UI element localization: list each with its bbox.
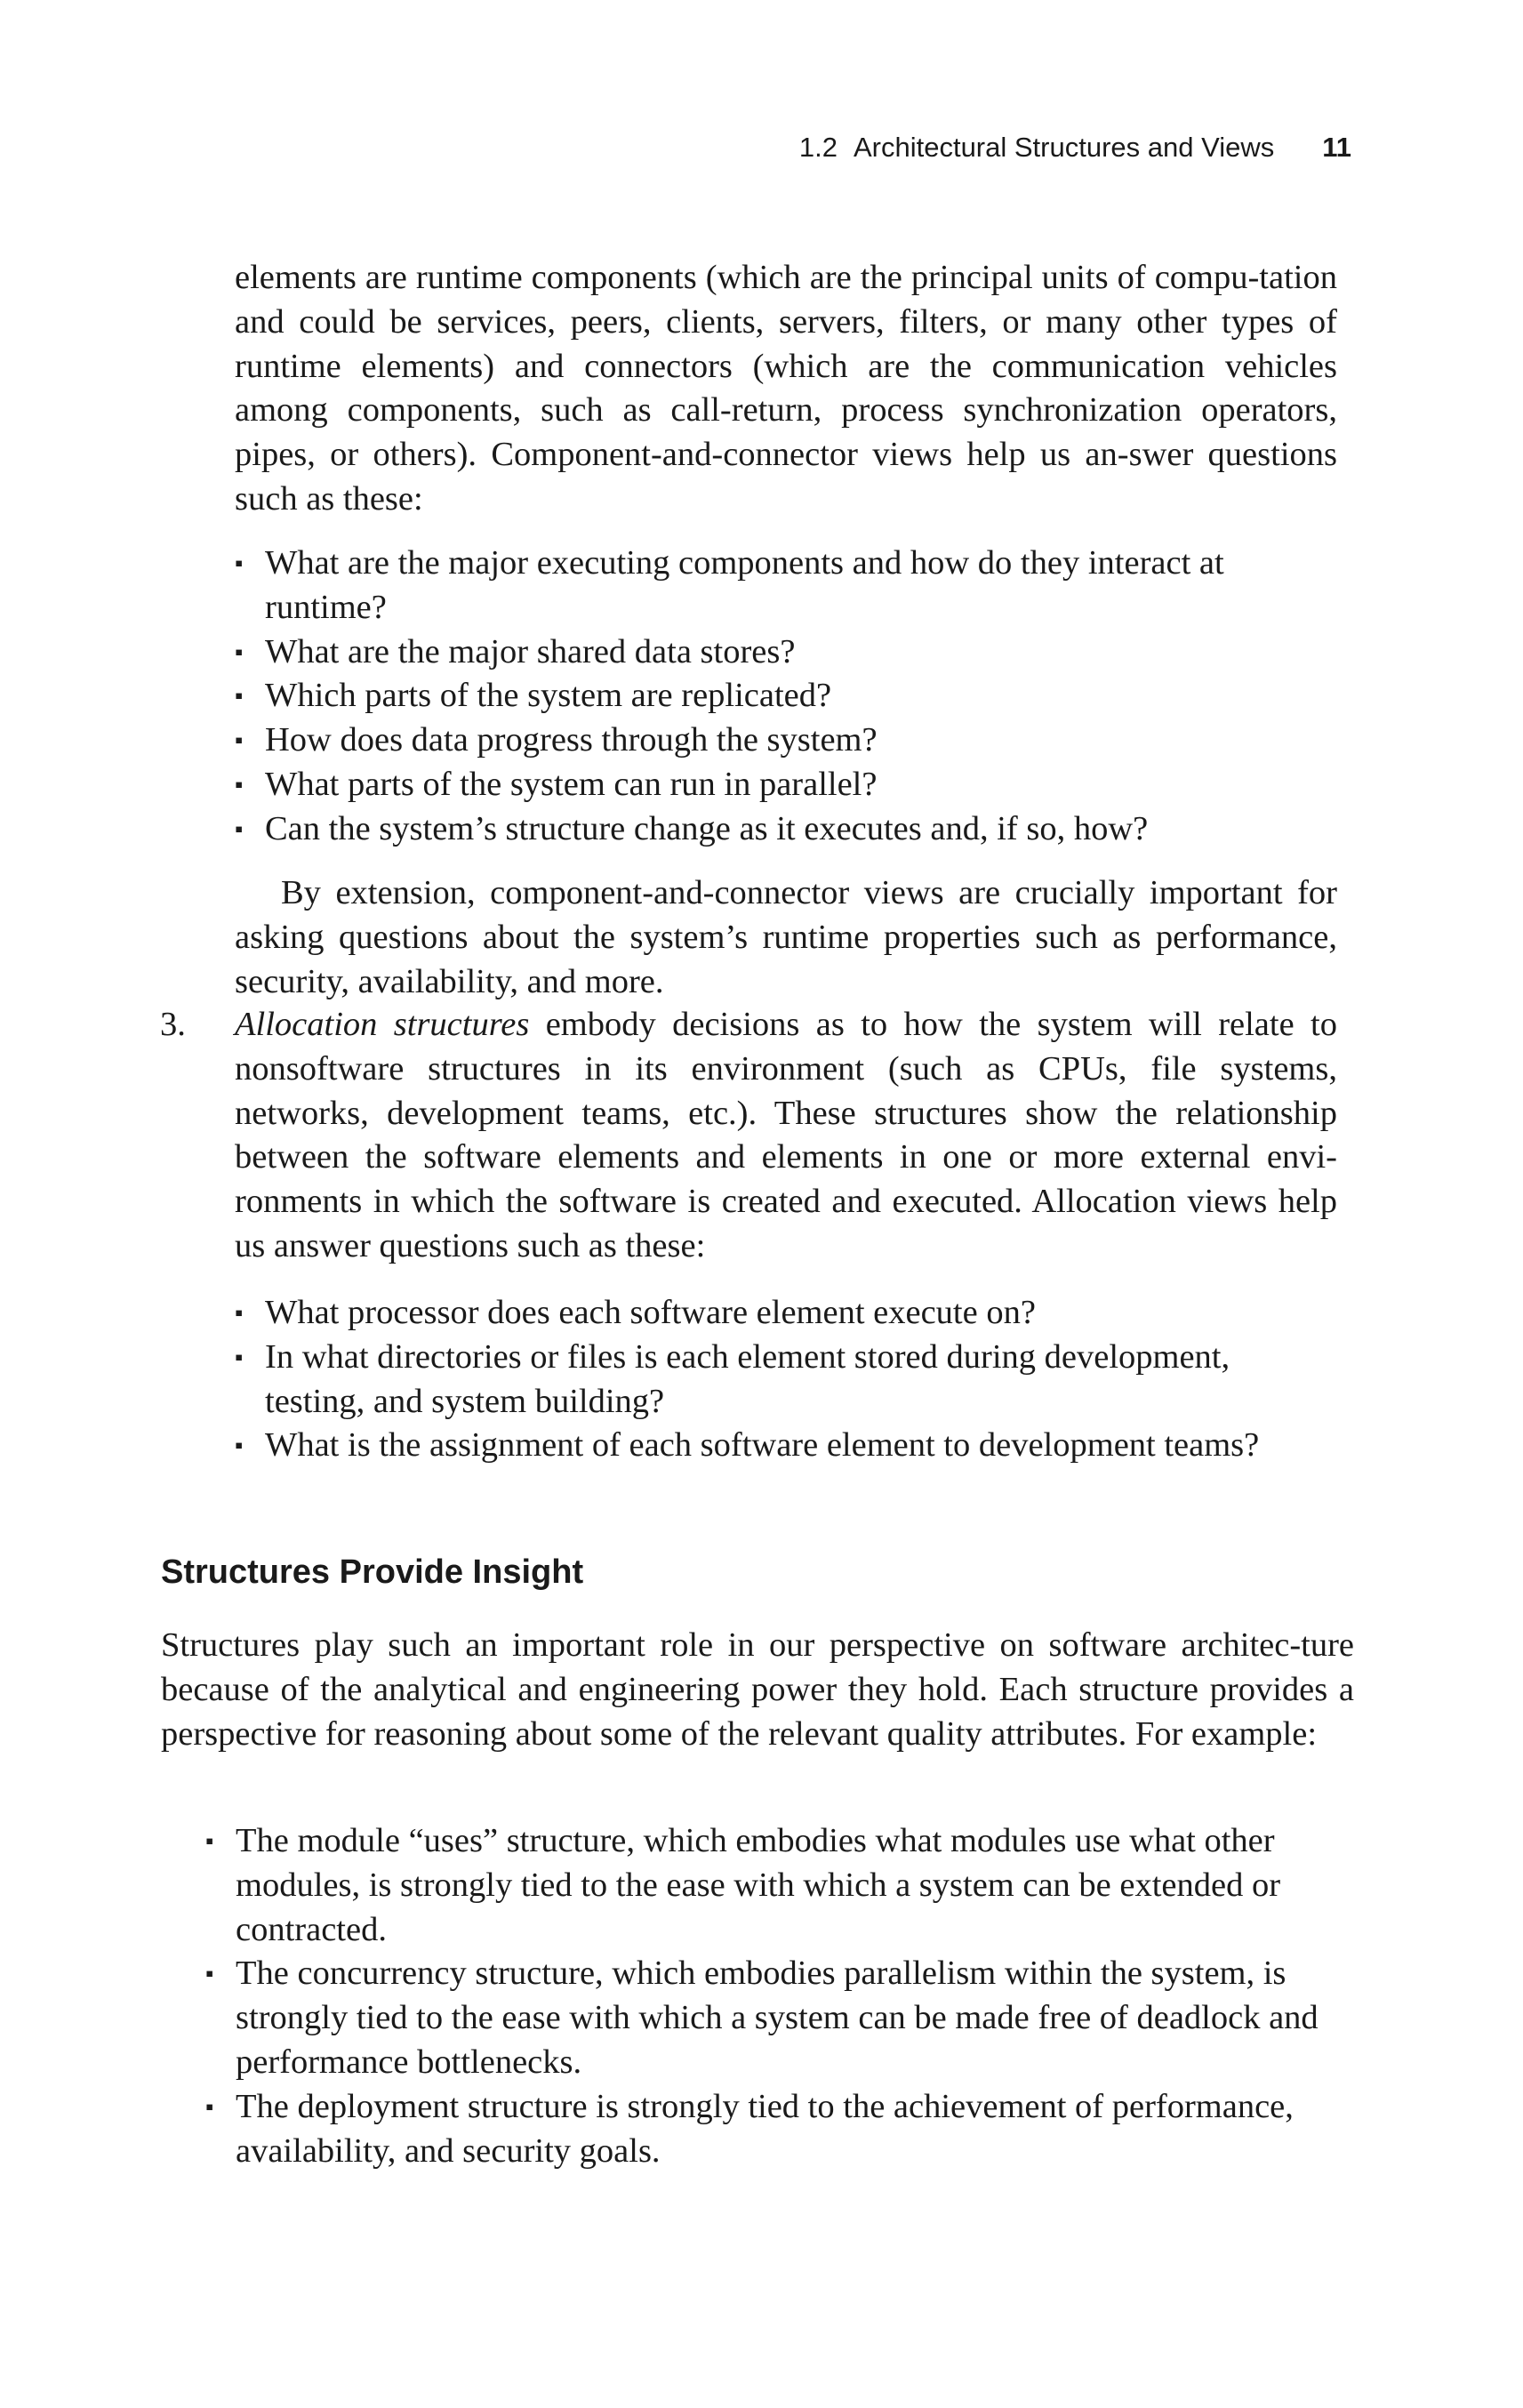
page-number: 11 (1322, 132, 1351, 163)
bullet-icon: ▪ (235, 771, 244, 798)
list-item-text: The deployment structure is strongly tied to the achievement of performance, availability, and security goals. (236, 2087, 1294, 2170)
item-number: 3. (160, 1006, 186, 1043)
continuation-paragraph: elements are runtime components (which are the principal units of compu-tation and could be services, peers, clients, servers, filters, or many other types of runtime elements) and connectors (which are the communication vehicles among components, such as call-return, process synchronization operators, pipes, or others). Component-and-connector views help us an-swer questions such as these: (235, 259, 1337, 518)
bullet-icon: ▪ (205, 1828, 214, 1854)
bullet-icon: ▪ (235, 727, 244, 754)
list-item-text: What parts of the system can run in parallel? (265, 765, 878, 803)
bullet-icon: ▪ (235, 1344, 244, 1370)
numbered-item-3 (160, 1003, 1343, 1269)
list-item (205, 2085, 1354, 2174)
list-item-text: What are the major shared data stores? (265, 632, 796, 670)
insight-bullets (205, 1819, 1354, 2173)
section-number: 1.2 (798, 132, 838, 163)
list-item-text: Can the system’s structure change as it executes and, if so, how? (265, 809, 1149, 847)
list-item-text: In what directories or files is each element stored during development, testing, and system building? (265, 1337, 1230, 1420)
bullet-icon: ▪ (235, 815, 244, 842)
list-item (235, 1336, 1337, 1425)
list-item (205, 1952, 1354, 2084)
bullet-icon: ▪ (235, 550, 244, 576)
bullet-icon: ▪ (235, 683, 244, 710)
list-item-text: Which parts of the system are replicated? (265, 677, 832, 715)
section-title: Architectural Structures and Views (853, 132, 1275, 163)
bullet-icon: ▪ (235, 1433, 244, 1459)
list-item (235, 542, 1337, 630)
list-item-text: The module “uses” structure, which embodies what modules use what other modules, is strongly tied to the ease with which a system can be extended or contracted. (236, 1822, 1281, 1948)
section-heading: Structures Provide Insight (161, 1553, 584, 1591)
list-item (235, 1291, 1337, 1336)
bullet-icon: ▪ (235, 638, 244, 665)
list-item-text: What are the major executing components and how do they interact at runtime? (265, 544, 1224, 626)
item-text: embody decisions as to how the system will relate to nonsoftware structures in its environment (such as CPUs, file systems, networks, development teams, etc.). These structures show the relationship between the software elements and elements in one or more external envi-ronments in which the software is created and executed. Allocation views help us answer questions such as these: (235, 1006, 1337, 1264)
item-term: Allocation structures (235, 1006, 530, 1043)
bullet-icon: ▪ (205, 1961, 214, 1987)
insight-paragraph: Structures play such an important role in our perspective on software architec-ture because of the analytical and engineering power they hold. Each structure provides a perspective for reasoning about some of the relevant quality attributes. For example: (161, 1626, 1354, 1753)
list-item (235, 674, 1337, 718)
list-item (205, 1819, 1354, 1952)
list-item (235, 807, 1337, 852)
list-item (235, 718, 1337, 763)
allocation-questions (235, 1291, 1337, 1468)
list-item (235, 763, 1337, 807)
list-item-text: The concurrency structure, which embodies parallelism within the system, is strongly tied to the ease with which a system can be made free of deadlock and performance bottlenecks. (236, 1954, 1319, 2081)
extension-paragraph: By extension, component-and-connector views are crucially important for asking questions about the system’s runtime properties such as performance, security, availability, and more. (235, 874, 1337, 1000)
list-item (235, 630, 1337, 675)
running-head (0, 132, 1351, 171)
list-item-text: How does data progress through the system? (265, 721, 878, 759)
list-item (235, 1424, 1337, 1468)
component-connector-questions (235, 542, 1337, 852)
list-item-text: What is the assignment of each software element to development teams? (265, 1426, 1260, 1465)
item-content (235, 1003, 1337, 1269)
list-item-text: What processor does each software element execute on? (265, 1294, 1036, 1331)
bullet-icon: ▪ (235, 1300, 244, 1326)
bullet-icon: ▪ (205, 2093, 214, 2120)
